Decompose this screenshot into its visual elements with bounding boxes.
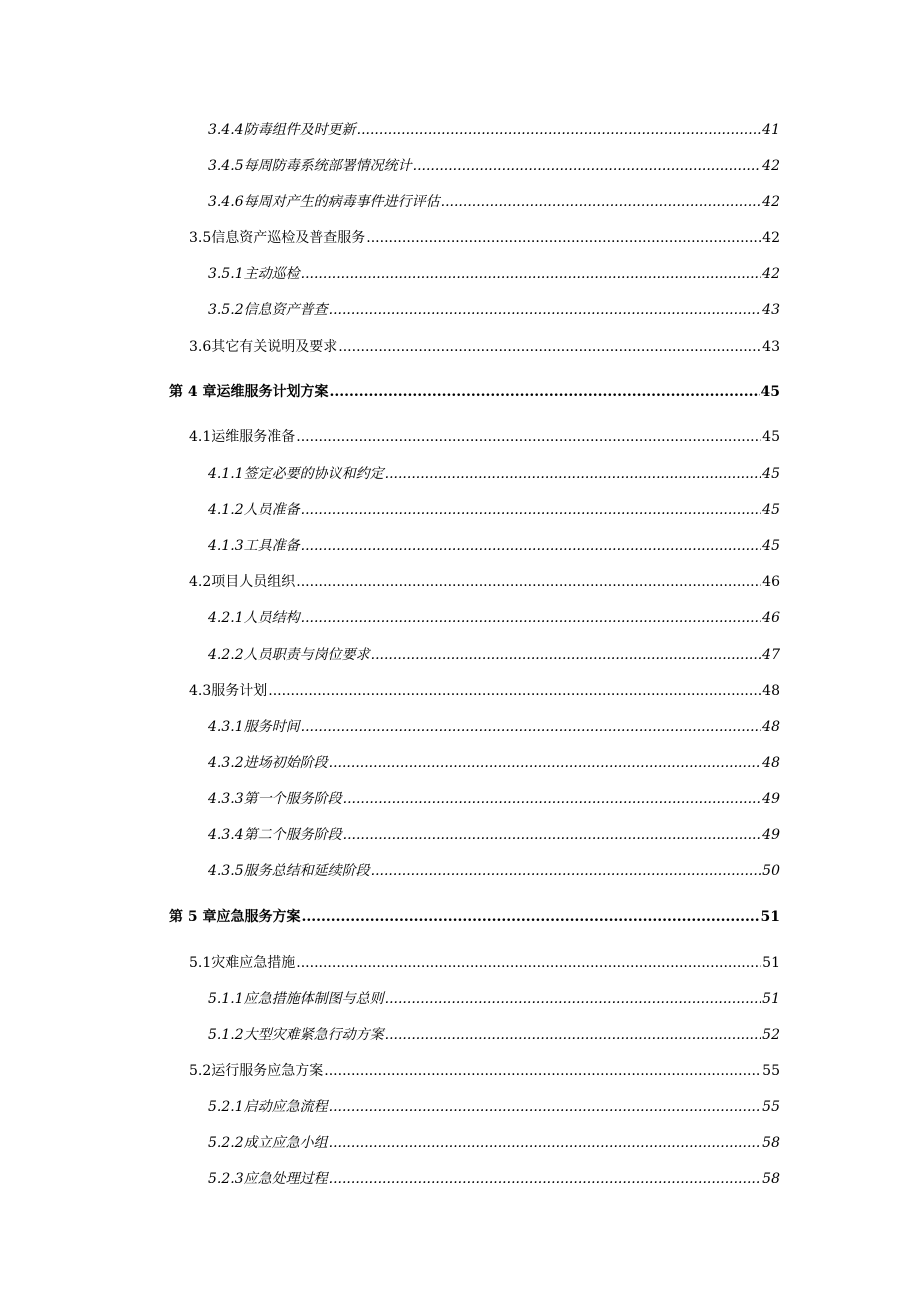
toc-dot-leader: [330, 383, 760, 401]
toc-dot-leader: [301, 609, 762, 627]
toc-entry-number: 4.1.1: [208, 466, 244, 482]
toc-entry[interactable]: [189, 573, 780, 591]
toc-entry[interactable]: [208, 193, 780, 211]
toc-entry-title: 运维服务准备: [211, 429, 296, 445]
toc-entry[interactable]: [208, 609, 780, 627]
toc-entry-page: 55: [762, 1099, 780, 1115]
toc-entry-page: 43: [762, 302, 780, 318]
toc-entry-title: 大型灾难紧急行动方案: [243, 1027, 384, 1043]
toc-entry-page: 51: [760, 909, 780, 925]
toc-dot-leader: [366, 229, 761, 247]
toc-entry-page: 48: [762, 683, 780, 699]
toc-dot-leader: [371, 862, 762, 880]
toc-entry-number: 4.3.5: [208, 863, 244, 879]
toc-dot-leader: [329, 754, 762, 772]
toc-entry-page: 51: [762, 991, 780, 1007]
toc-entry-number: 3.4.5: [208, 158, 244, 174]
toc-entry-title: 应急处理过程: [243, 1171, 328, 1187]
toc-entry-number: 5.2.1: [208, 1099, 244, 1115]
toc-entry-page: 58: [762, 1171, 780, 1187]
toc-entry-page: 42: [762, 266, 780, 282]
toc-entry[interactable]: [208, 754, 780, 772]
toc-entry-title: 第一个服务阶段: [243, 791, 342, 807]
toc-entry[interactable]: [208, 501, 780, 519]
toc-entry-number: 3.4.6: [208, 194, 244, 210]
toc-entry-title: 服务总结和延续阶段: [243, 863, 370, 879]
toc-entry-page: 45: [762, 538, 780, 554]
toc-entry-page: 43: [762, 339, 780, 355]
toc-entry-title: 项目人员组织: [211, 574, 296, 590]
toc-entry-page: 48: [762, 755, 780, 771]
toc-dot-leader: [343, 826, 762, 844]
toc-entry[interactable]: [208, 1098, 780, 1116]
toc-dot-leader: [301, 265, 762, 283]
toc-entry[interactable]: [189, 954, 780, 972]
toc-entry-number: 5.1.2: [208, 1027, 244, 1043]
toc-entry-number: 4.3.3: [208, 791, 244, 807]
toc-entry-number: 4.3.4: [208, 827, 244, 843]
toc-entry[interactable]: [189, 682, 780, 700]
toc-entry-number: 4.2: [189, 574, 212, 590]
toc-entry[interactable]: [208, 990, 780, 1008]
toc-entry-title: 人员准备: [243, 502, 300, 518]
toc-dot-leader: [357, 121, 762, 139]
toc-entry-page: 45: [760, 384, 780, 400]
toc-dot-leader: [302, 908, 760, 926]
toc-dot-leader: [329, 1170, 762, 1188]
toc-dot-leader: [329, 1134, 762, 1152]
toc-entry-title: 信息资产巡检及普查服务: [211, 230, 366, 246]
toc-entry-title: 信息资产普查: [243, 302, 328, 318]
toc-entry-page: 45: [762, 466, 780, 482]
toc-dot-leader: [301, 501, 762, 519]
toc-entry-title: 签定必要的协议和约定: [243, 466, 384, 482]
toc-entry-title: 主动巡检: [243, 266, 300, 282]
toc-entry-number: 4.3: [189, 683, 212, 699]
toc-entry-page: 47: [762, 647, 780, 663]
toc-dot-leader: [441, 193, 762, 211]
toc-entry-title: 灾难应急措施: [211, 955, 296, 971]
toc-chapter-entry[interactable]: [169, 383, 780, 401]
toc-entry-page: 50: [762, 863, 780, 879]
toc-entry-title: 人员结构: [243, 610, 300, 626]
toc-entry-page: 51: [762, 955, 780, 971]
toc-dot-leader: [385, 465, 762, 483]
toc-entry-page: 55: [762, 1063, 780, 1079]
toc-entry-number: 第 5 章: [169, 909, 217, 925]
toc-entry-number: 5.1: [189, 955, 212, 971]
toc-entry[interactable]: [208, 465, 780, 483]
toc-entry-page: 42: [762, 230, 780, 246]
toc-dot-leader: [385, 990, 762, 1008]
toc-entry-page: 46: [762, 574, 780, 590]
toc-dot-leader: [371, 646, 762, 664]
toc-entry[interactable]: [189, 338, 780, 356]
toc-entry-title: 运维服务计划方案: [216, 384, 329, 400]
toc-entry-title: 人员职责与岗位要求: [243, 647, 370, 663]
toc-dot-leader: [329, 1098, 762, 1116]
toc-entry-page: 46: [762, 610, 780, 626]
toc-dot-leader: [343, 790, 762, 808]
toc-dot-leader: [324, 1062, 761, 1080]
toc-entry-number: 4.2.2: [208, 647, 244, 663]
toc-entry-title: 第二个服务阶段: [243, 827, 342, 843]
toc-entry-number: 3.5.2: [208, 302, 244, 318]
toc-entry-number: 3.5.1: [208, 266, 244, 282]
toc-entry-title: 进场初始阶段: [243, 755, 328, 771]
toc-entry-page: 42: [762, 194, 780, 210]
toc-entry-title: 成立应急小组: [243, 1135, 328, 1151]
toc-entry-page: 48: [762, 719, 780, 735]
toc-dot-leader: [301, 718, 762, 736]
toc-entry-number: 5.2.3: [208, 1171, 244, 1187]
toc-entry-title: 其它有关说明及要求: [211, 339, 338, 355]
toc-entry-title: 服务计划: [211, 683, 268, 699]
toc-entry-number: 第 4 章: [169, 384, 217, 400]
toc-chapter-entry[interactable]: [169, 908, 780, 926]
toc-entry[interactable]: [208, 790, 780, 808]
toc-entry-number: 3.5: [189, 230, 212, 246]
toc-entry-title: 应急服务方案: [216, 909, 301, 925]
toc-entry-number: 4.2.1: [208, 610, 244, 626]
toc-entry-number: 3.6: [189, 339, 212, 355]
toc-dot-leader: [296, 573, 761, 591]
toc-entry-title: 每周防毒系统部署情况统计: [243, 158, 412, 174]
toc-entry-title: 应急措施体制图与总则: [243, 991, 384, 1007]
toc-dot-leader: [301, 537, 762, 555]
toc-entry-title: 运行服务应急方案: [211, 1063, 324, 1079]
toc-dot-leader: [268, 682, 761, 700]
toc-entry-number: 4.1: [189, 429, 212, 445]
toc-entry-title: 启动应急流程: [243, 1099, 328, 1115]
toc-dot-leader: [338, 338, 761, 356]
toc-dot-leader: [329, 301, 762, 319]
toc-entry[interactable]: [208, 1134, 780, 1152]
toc-entry-page: 41: [762, 122, 780, 138]
toc-entry[interactable]: [189, 428, 780, 446]
toc-entry-page: 45: [762, 429, 780, 445]
toc-entry-number: 5.2: [189, 1063, 212, 1079]
toc-entry[interactable]: [208, 718, 780, 736]
toc-entry-number: 4.1.2: [208, 502, 244, 518]
toc-entry-number: 4.3.1: [208, 719, 244, 735]
toc-entry[interactable]: [208, 301, 780, 319]
toc-entry-title: 服务时间: [243, 719, 300, 735]
toc-entry[interactable]: [208, 265, 780, 283]
toc-entry-number: 4.3.2: [208, 755, 244, 771]
toc-dot-leader: [385, 1026, 762, 1044]
toc-entry[interactable]: [208, 826, 780, 844]
toc-entry[interactable]: [189, 1062, 780, 1080]
toc-entry-page: 45: [762, 502, 780, 518]
toc-entry-number: 3.4.4: [208, 122, 244, 138]
toc-entry[interactable]: [208, 862, 780, 880]
toc-entry[interactable]: [189, 229, 780, 247]
toc-entry-page: 49: [762, 827, 780, 843]
toc-entry-number: 5.2.2: [208, 1135, 244, 1151]
toc-entry[interactable]: [208, 646, 780, 664]
toc-entry[interactable]: [208, 537, 780, 555]
toc-dot-leader: [413, 157, 762, 175]
toc-entry-number: 4.1.3: [208, 538, 244, 554]
toc-entry[interactable]: [208, 157, 780, 175]
toc-entry-title: 防毒组件及时更新: [243, 122, 356, 138]
toc-entry[interactable]: [208, 1026, 780, 1044]
toc-dot-leader: [296, 954, 761, 972]
toc-entry-number: 5.1.1: [208, 991, 244, 1007]
toc-dot-leader: [296, 428, 761, 446]
toc-entry-title: 每周对产生的病毒事件进行评估: [243, 194, 440, 210]
toc-entry-page: 58: [762, 1135, 780, 1151]
toc-entry-title: 工具准备: [243, 538, 300, 554]
toc-entry-page: 52: [762, 1027, 780, 1043]
toc-entry[interactable]: [208, 1170, 780, 1188]
toc-entry-page: 42: [762, 158, 780, 174]
toc-entry-page: 49: [762, 791, 780, 807]
toc-entry[interactable]: [208, 121, 780, 139]
